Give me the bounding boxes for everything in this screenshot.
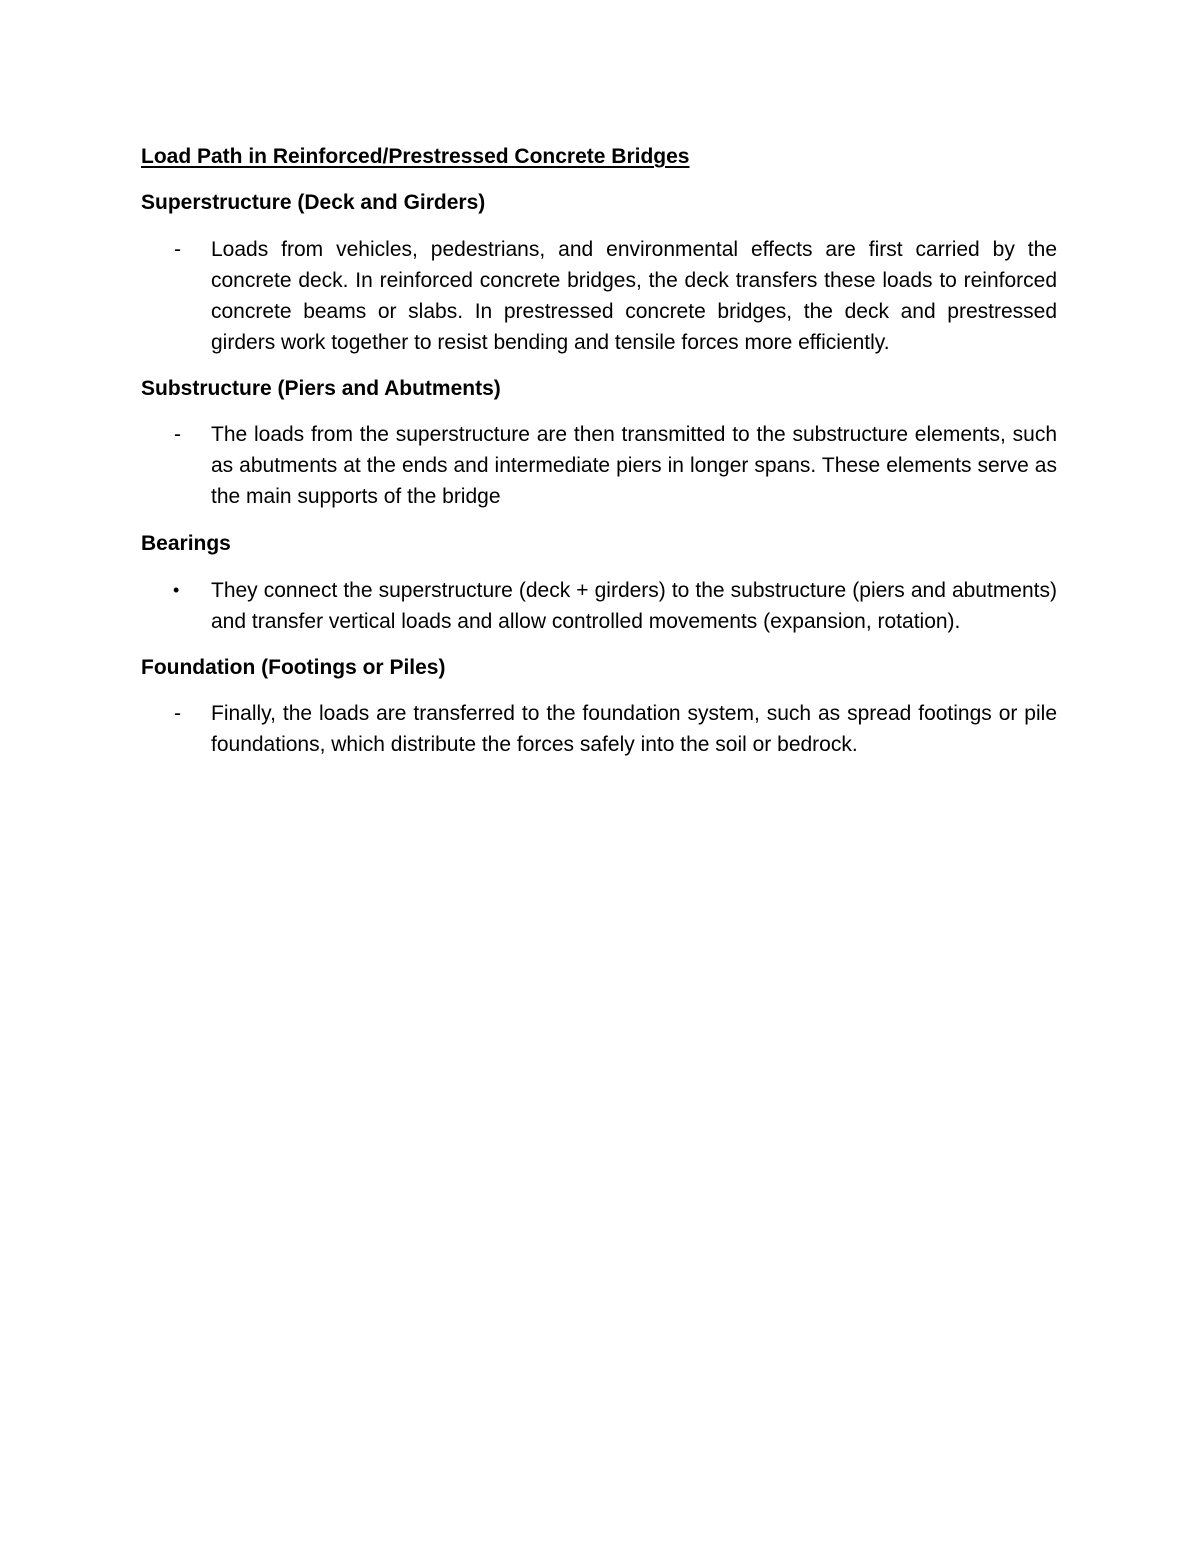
- section-heading: Superstructure (Deck and Girders): [141, 191, 486, 214]
- list-item: [141, 575, 1057, 637]
- list-item: [141, 234, 1057, 358]
- dash-marker: -: [174, 702, 181, 725]
- section-heading: Bearings: [141, 532, 231, 555]
- list-item: [141, 698, 1057, 760]
- section-heading: Foundation (Footings or Piles): [141, 656, 446, 679]
- section-substructure: [141, 373, 1057, 512]
- document-body: [141, 141, 1057, 760]
- list-item-text: Loads from vehicles, pedestrians, and environmental effects are first carried by the concrete deck. In reinforced concrete bridges, the deck transfers these loads to reinforced concrete beams or slabs. In prestressed concrete bridges, the deck and prestressed girders work together to resist bending and tensile forces more efficiently.: [211, 238, 1057, 354]
- section-superstructure: [141, 187, 1057, 358]
- section-foundation: [141, 652, 1057, 760]
- dash-marker: -: [174, 238, 181, 261]
- section-heading: Substructure (Piers and Abutments): [141, 377, 501, 400]
- list-item-text: The loads from the superstructure are then transmitted to the substructure elements, such as abutments at the ends and intermediate piers in longer spans. These elements serve as the main supports of the bridge: [211, 423, 1057, 508]
- list-item-text: Finally, the loads are transferred to the foundation system, such as spread footings or pile foundations, which distribute the forces safely into the soil or bedrock.: [211, 702, 1057, 756]
- dash-marker: -: [174, 423, 181, 446]
- list-item-text: They connect the superstructure (deck + girders) to the substructure (piers and abutments) and transfer vertical loads and allow controlled movements (expansion, rotation).: [211, 579, 1057, 633]
- bullet-marker: •: [173, 580, 180, 600]
- section-bearings: [141, 528, 1057, 637]
- list-item: [141, 419, 1057, 512]
- document-title: Load Path in Reinforced/Prestressed Concrete Bridges: [141, 145, 690, 168]
